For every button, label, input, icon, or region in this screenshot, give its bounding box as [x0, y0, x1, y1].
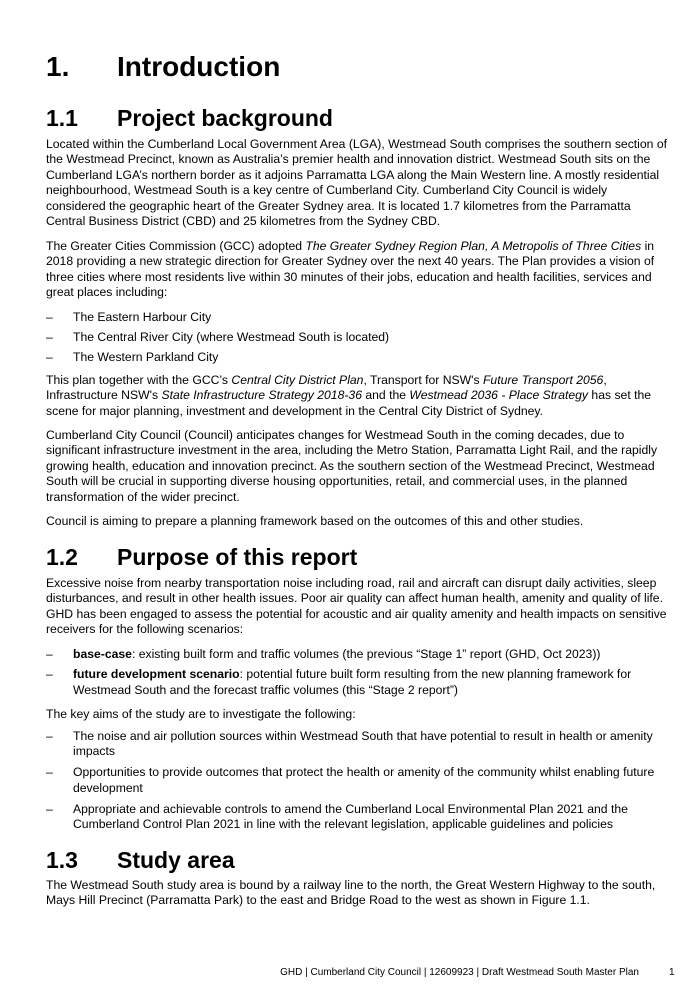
list-item: [46, 729, 670, 760]
section-title: Project background: [117, 105, 333, 131]
text-run: The Greater Cities Commission (GCC) adopted: [46, 239, 306, 253]
list-item-text: : existing built form and traffic volumes (the previous “Stage 1” report (GHD, Oct 2023)): [131, 647, 601, 661]
scenario-name: future development scenario: [73, 667, 240, 682]
dash-bullet: –: [46, 729, 53, 743]
list-item: [46, 330, 670, 345]
section-number: 1.1: [46, 105, 78, 131]
page-footer: [0, 966, 683, 982]
list-item-text: The Eastern Harbour City: [73, 310, 212, 324]
list-item: [46, 667, 670, 698]
section-number: 1.2: [46, 544, 78, 570]
paragraph-plans: [46, 373, 670, 419]
paragraph-gcc: [46, 239, 670, 301]
plan-title: Future Transport 2056: [482, 373, 604, 387]
paragraph-council: [46, 428, 670, 505]
paragraph-text: [46, 373, 670, 419]
section-title: Study area: [117, 847, 235, 873]
list-item-text: : potential future built form resulting from the new planning framework for Westmead South and the forecast traffic volumes (this “Stage 2 report”): [73, 667, 632, 697]
list-item-text: The noise and air pollution sources within Westmead South that have potential to result in health or amenity impacts: [73, 729, 653, 759]
paragraph-purpose: [46, 576, 670, 638]
paragraph-text: [46, 239, 670, 301]
list-item: [46, 350, 670, 365]
page-number: 1: [669, 967, 675, 978]
plan-title: State Infrastructure Strategy 2018-36: [161, 388, 362, 403]
paragraph-text: Excessive noise from nearby transportation noise including road, rail and aircraft can disrupt daily activities, sleep disturbances, and result in other health issues. Poor air quality can affect human health, amenity and quality of life. GHD has been engaged to assess the potential for acoustic and air quality amenity and health impacts on sensitive receivers for the following scenarios:: [46, 576, 667, 637]
paragraph-text: Cumberland City Council (Council) anticipates changes for Westmead South in the coming decades, due to significant infrastructure investment in the area, including the Metro Station, Parramatta Light Rail, and the rapidly growing health, education and innovation precinct. As the southern section of the Westmead Precinct, Westmead South will be crucial in supporting diverse housing opportunities, retail, and commercial uses, in the planned transformation of the wider precinct.: [46, 428, 658, 504]
text-run: , Transport for NSW's: [363, 373, 483, 387]
text-run: , Infrastructure NSW's: [46, 373, 607, 403]
section-heading-1-1: [46, 104, 333, 132]
plan-title: The Greater Sydney Region Plan, A Metropolis of Three Cities: [305, 239, 642, 253]
dash-bullet: –: [46, 310, 53, 324]
section-heading-1-3: [46, 846, 235, 874]
paragraph-framework: [46, 514, 670, 529]
paragraph-study-area: [46, 878, 670, 909]
paragraph-aims: [46, 707, 670, 722]
list-item-text: Opportunities to provide outcomes that protect the health or amenity of the community whilst enabling future development: [73, 765, 655, 795]
list-item-text: The Western Parkland City: [73, 349, 219, 364]
paragraph-text: Council is aiming to prepare a planning framework based on the outcomes of this and other studies.: [46, 514, 584, 528]
cities-list: [46, 310, 670, 365]
paragraph-location: [46, 137, 670, 229]
scenarios-list: [46, 647, 670, 698]
footer-text: GHD | Cumberland City Council | 12609923 | Draft Westmead South Master Plan: [280, 967, 639, 978]
chapter-heading: [46, 50, 280, 84]
text-run: This plan together with the GCC’s: [46, 373, 232, 387]
dash-bullet: –: [46, 349, 53, 364]
text-run: has set the scene for major planning, investment and development in the Central City District of Sydney.: [46, 388, 652, 418]
list-item-text: Appropriate and achievable controls to amend the Cumberland Local Environmental Plan 2021 and the Cumberland Control Plan 2021 in line with the relevant legislation, applicable guidelines and policies: [73, 801, 628, 832]
section-number: 1.3: [46, 847, 78, 873]
text-run: in 2018 providing a new strategic direction for Greater Sydney over the next 40 years. The Plan provides a vision of three cities where most residents live within 30 minutes of their jobs, education and health facilities, services and great places including:: [46, 239, 655, 300]
paragraph-text: Located within the Cumberland Local Government Area (LGA), Westmead South comprises the southern section of the Westmead Precinct, known as Australia’s premier health and innovation district. Westmead South sits on the Cumberland LGA’s northern border as it adjoins Parramatta LGA along the Main Western line. A mostly residential neighbourhood, Westmead South is a key centre of Cumberland City. Cumberland City Council is widely considered the geographic heart of the Greater Sydney area. It is located 1.7 kilometres from the Parramatta Central Business District (CBD) and 25 kilometres from the Sydney CBD.: [46, 137, 667, 229]
plan-title: Westmead 2036 - Place Strategy: [409, 388, 589, 403]
chapter-number: 1.: [46, 51, 70, 82]
dash-bullet: –: [46, 667, 53, 682]
dash-bullet: –: [46, 801, 53, 816]
dash-bullet: –: [46, 765, 53, 780]
dash-bullet: –: [46, 329, 53, 344]
section-title: Purpose of this report: [117, 544, 358, 570]
chapter-title: Introduction: [117, 51, 281, 82]
list-item-text: The Central River City (where Westmead South is located): [73, 329, 390, 344]
list-item: [46, 647, 670, 662]
paragraph-text: The Westmead South study area is bound by a railway line to the north, the Great Western Highway to the south, Mays Hill Precinct (Parramatta Park) to the east and Bridge Road to the west as shown in Figure 1.1.: [46, 878, 656, 908]
plan-title: Central City District Plan: [231, 373, 364, 387]
scenario-name: base-case: [73, 647, 132, 661]
list-item: [46, 802, 670, 833]
aims-list: [46, 729, 670, 832]
text-run: and the: [361, 388, 410, 403]
list-item: [46, 765, 670, 796]
dash-bullet: –: [46, 647, 53, 661]
paragraph-text: The key aims of the study are to investigate the following:: [46, 707, 356, 721]
section-heading-1-2: [46, 543, 357, 571]
list-item: [46, 310, 670, 325]
